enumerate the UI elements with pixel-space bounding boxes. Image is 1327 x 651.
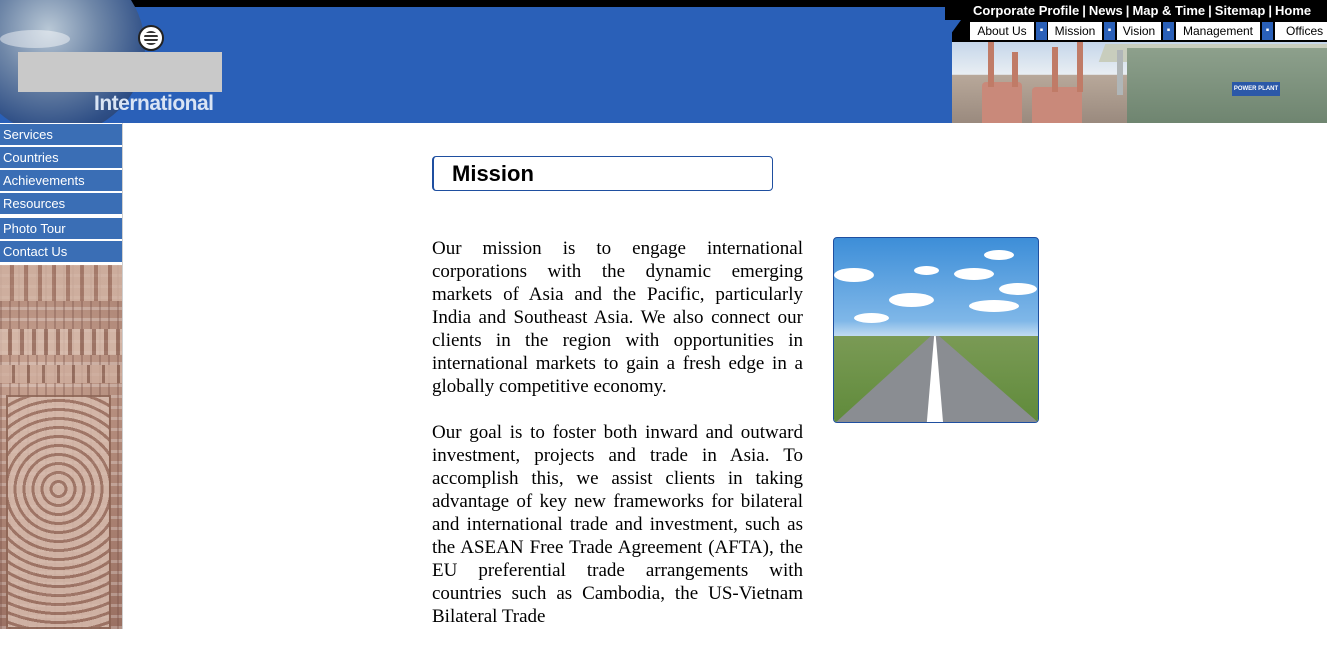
sidebar-item-photo-tour[interactable]: Photo Tour bbox=[0, 218, 123, 240]
tab-offices[interactable]: Offices bbox=[1275, 22, 1327, 40]
sidebar-item-contact-us[interactable]: Contact Us bbox=[0, 241, 123, 263]
logo-redacted-block bbox=[18, 52, 222, 92]
tab-mission[interactable]: Mission bbox=[1048, 22, 1102, 40]
page-title: Mission bbox=[452, 161, 534, 186]
sidebar-item-achievements[interactable]: Achievements bbox=[0, 170, 123, 192]
tab-separator-dot: ▪ bbox=[1104, 22, 1115, 40]
temple-carving-image bbox=[0, 265, 123, 629]
link-corporate-profile[interactable]: Corporate Profile bbox=[973, 3, 1080, 18]
link-map-time[interactable]: Map & Time bbox=[1132, 3, 1206, 18]
link-sitemap[interactable]: Sitemap bbox=[1214, 3, 1266, 18]
tab-separator-dot: ▪ bbox=[1036, 22, 1047, 40]
power-plant-sign: POWER PLANT bbox=[1232, 82, 1280, 96]
logo-icon[interactable] bbox=[138, 25, 164, 51]
logo-text[interactable]: International bbox=[94, 92, 214, 115]
tab-about-us[interactable]: About Us bbox=[970, 22, 1034, 40]
link-home[interactable]: Home bbox=[1275, 3, 1312, 18]
page-title-box bbox=[432, 156, 773, 191]
tab-vision[interactable]: Vision bbox=[1117, 22, 1161, 40]
sidebar-item-resources[interactable]: Resources bbox=[0, 193, 123, 215]
sidebar bbox=[0, 123, 123, 629]
road-landscape-photo bbox=[833, 237, 1039, 423]
sidebar-item-services[interactable]: Services bbox=[0, 124, 123, 146]
tab-separator-dot: ▪ bbox=[1262, 22, 1273, 40]
sub-nav-notch bbox=[945, 20, 961, 42]
goal-paragraph: Our goal is to foster both inward and outward investment, projects and trade in Asia. To accomplish this, we assist clients in taking advantage of key new frameworks for bilateral and international trade and investment, such as the ASEAN Free Trade Agreement (AFTA), the EU preferential trade arrangements with countries such as Cambodia, the US-Vietnam Bilateral Trade bbox=[432, 422, 803, 627]
main-content bbox=[432, 237, 803, 651]
tab-separator-dot: ▪ bbox=[1163, 22, 1174, 40]
sidebar-item-countries[interactable]: Countries bbox=[0, 147, 123, 169]
power-plant-photo bbox=[952, 42, 1327, 123]
tab-management[interactable]: Management bbox=[1176, 22, 1260, 40]
sidebar-divider bbox=[122, 123, 123, 629]
mission-paragraph: Our mission is to engage international corporations with the dynamic emerging markets of Asia and the Pacific, particularly India and Southeast Asia. We also connect our clients in the region with opportunities in international markets to gain a fresh edge in a globally competitive economy. bbox=[432, 238, 803, 397]
link-news[interactable]: News bbox=[1088, 3, 1123, 18]
top-links-bar: Corporate Profile | News | Map & Time | Sitemap | Home bbox=[945, 0, 1327, 21]
